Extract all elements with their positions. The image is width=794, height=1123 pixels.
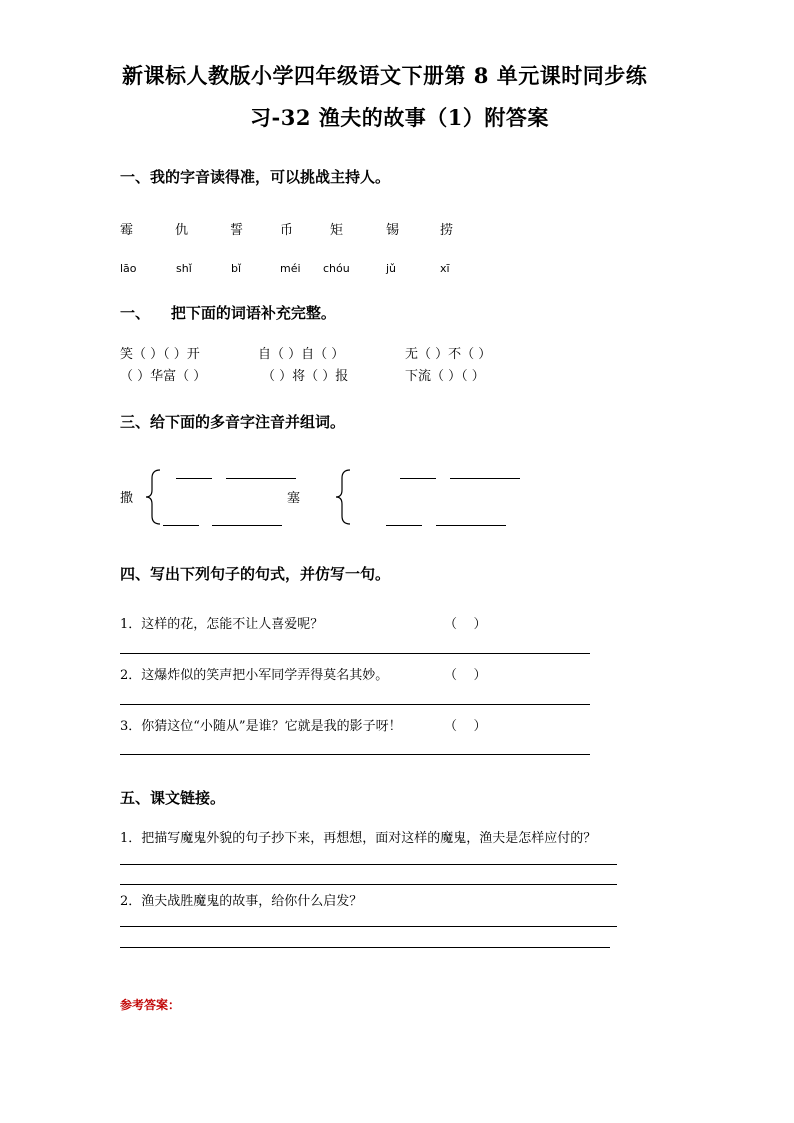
answers-label: 参考答案：: [120, 998, 181, 1012]
word-blank-line[interactable]: [226, 478, 296, 479]
word-blank-line[interactable]: [212, 525, 282, 526]
answer-line[interactable]: [120, 884, 617, 885]
answer-paren: （ ）: [444, 719, 487, 734]
char-item: 仇: [175, 223, 189, 238]
word-blank: 下流（ ）（ ）: [405, 369, 485, 384]
char-item: 霉: [120, 223, 134, 238]
answer-paren: （ ）: [444, 668, 487, 683]
char-item: 矩: [330, 223, 344, 238]
char-item: 锡: [386, 223, 400, 238]
section2-heading: 一、 把下面的词语补充完整。: [120, 304, 336, 322]
answer-line[interactable]: [120, 754, 590, 755]
page-title-line1: 新课标人教版小学四年级语文下册第 8 单元课时同步练: [122, 63, 648, 88]
sentence-item: 2．这爆炸似的笑声把小军同学弄得莫名其妙。: [120, 668, 389, 683]
pinyin-item: lāo: [120, 262, 137, 275]
char-item: 捞: [440, 223, 454, 238]
question-item: 1．把描写魔鬼外貌的句子抄下来，再想想，面对这样的魔鬼，渔夫是怎样应付的？: [120, 831, 597, 846]
pinyin-item: chóu: [323, 262, 350, 275]
char-item: 誓: [230, 223, 244, 238]
section3-heading: 三、给下面的多音字注音并组词。: [120, 413, 346, 431]
polyphone-char: 撒: [120, 491, 134, 506]
pinyin-blank-line[interactable]: [163, 525, 199, 526]
sentence-item: 3．你猜这位“小随从”是谁？它就是我的影子呀！: [120, 719, 402, 734]
pinyin-blank-line[interactable]: [400, 478, 436, 479]
word-blank: 笑（ ）（ ）开: [120, 347, 200, 362]
pinyin-item: jǔ: [386, 262, 397, 275]
polyphone-char: 塞: [287, 491, 301, 506]
answer-line[interactable]: [120, 864, 617, 865]
left-brace-icon: [334, 468, 354, 526]
answer-line[interactable]: [120, 653, 590, 654]
answer-paren: （ ）: [444, 617, 487, 632]
left-brace-icon: [144, 468, 164, 526]
pinyin-blank-line[interactable]: [176, 478, 212, 479]
pinyin-blank-line[interactable]: [386, 525, 422, 526]
section1-heading: 一、我的字音读得准，可以挑战主持人。: [120, 168, 391, 186]
char-item: 币: [280, 223, 294, 238]
word-blank-line[interactable]: [436, 525, 506, 526]
word-blank: （ ）华富（ ）: [120, 369, 207, 384]
sentence-item: 1．这样的花，怎能不让人喜爱呢？: [120, 617, 324, 632]
question-item: 2．渔夫战胜魔鬼的故事，给你什么启发？: [120, 894, 363, 909]
pinyin-item: bǐ: [231, 262, 242, 275]
section4-heading: 四、写出下列句子的句式，并仿写一句。: [120, 565, 391, 583]
pinyin-item: xī: [440, 262, 450, 275]
pinyin-item: shǐ: [176, 262, 192, 275]
word-blank: 无（ ）不（ ）: [405, 347, 492, 362]
pinyin-item: méi: [280, 262, 301, 275]
answer-line[interactable]: [120, 704, 590, 705]
answer-line[interactable]: [120, 947, 610, 948]
word-blank: 自（ ）自（ ）: [258, 347, 345, 362]
page-title-line2: 习-32 渔夫的故事（1）附答案: [250, 105, 549, 130]
word-blank: （ ）将（ ）报: [262, 369, 349, 384]
answer-line[interactable]: [120, 926, 617, 927]
word-blank-line[interactable]: [450, 478, 520, 479]
section5-heading: 五、课文链接。: [120, 789, 226, 807]
